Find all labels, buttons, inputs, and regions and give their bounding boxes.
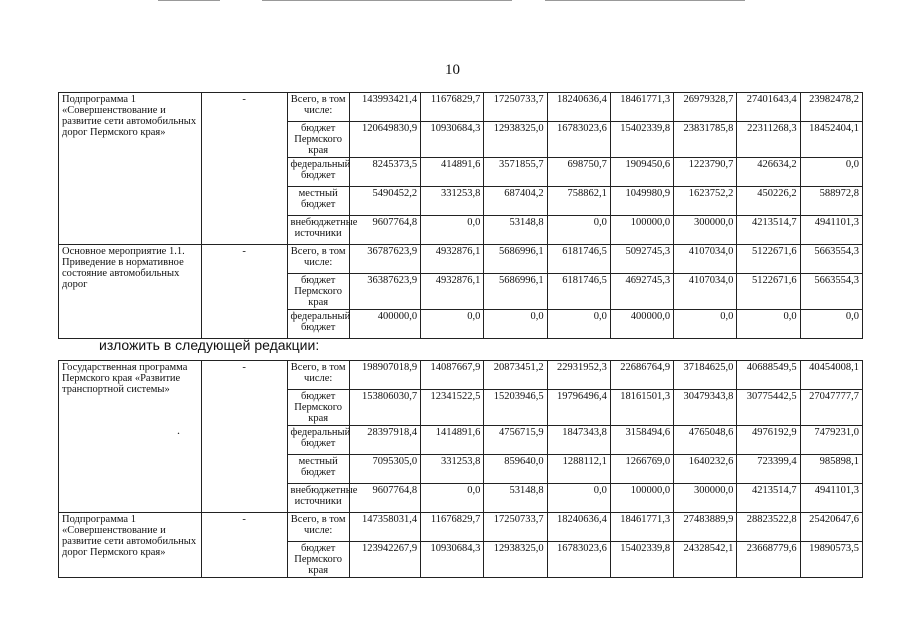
- amount-cell: 4692745,3: [610, 274, 673, 310]
- amount-cell: 40688549,5: [737, 361, 800, 390]
- amount-cell: 22311268,3: [737, 122, 800, 158]
- table-row: [59, 93, 863, 122]
- amount-cell: 5490452,2: [349, 187, 420, 216]
- executor-cell: -: [201, 361, 287, 513]
- amount-cell: 0,0: [800, 158, 862, 187]
- amount-cell: 5686996,1: [484, 245, 547, 274]
- amount-cell: 1288112,1: [547, 455, 610, 484]
- amount-cell: 20873451,2: [484, 361, 547, 390]
- amount-cell: 687404,2: [484, 187, 547, 216]
- amount-cell: 0,0: [547, 484, 610, 513]
- program-name-cell: Подпрограмма 1 «Совершенствование и развитие сети автомобильных дорог Пермского края»: [59, 93, 202, 245]
- amount-cell: 4756715,9: [484, 426, 547, 455]
- amount-cell: 19796496,4: [547, 390, 610, 426]
- amount-cell: 15402339,8: [610, 542, 673, 578]
- amount-cell: 11676829,7: [421, 513, 484, 542]
- amount-cell: 4213514,7: [737, 484, 800, 513]
- amount-cell: 9607764,8: [349, 216, 420, 245]
- funding-source-cell: Всего, в том числе:: [287, 93, 349, 122]
- amount-cell: 400000,0: [349, 310, 420, 339]
- amount-cell: 0,0: [421, 310, 484, 339]
- amount-cell: 26979328,7: [674, 93, 737, 122]
- amount-cell: 0,0: [800, 310, 862, 339]
- amount-cell: 6181746,5: [547, 274, 610, 310]
- stray-dot: .: [177, 423, 180, 437]
- funding-source-cell: федеральный бюджет: [287, 426, 349, 455]
- amount-cell: 985898,1: [800, 455, 862, 484]
- amount-cell: 28397918,4: [349, 426, 420, 455]
- top-rule-left: [158, 0, 220, 1]
- amount-cell: 300000,0: [674, 216, 737, 245]
- funding-source-cell: бюджет Пермского края: [287, 274, 349, 310]
- table-row: [59, 245, 863, 274]
- amount-cell: 30775442,5: [737, 390, 800, 426]
- amount-cell: 0,0: [674, 310, 737, 339]
- table-row: [59, 513, 863, 542]
- amount-cell: 23668779,6: [737, 542, 800, 578]
- amount-cell: 16783023,6: [547, 542, 610, 578]
- amount-cell: 15203946,5: [484, 390, 547, 426]
- amount-cell: 4932876,1: [421, 274, 484, 310]
- amount-cell: 18452404,1: [800, 122, 862, 158]
- amount-cell: 11676829,7: [421, 93, 484, 122]
- amount-cell: 1847343,8: [547, 426, 610, 455]
- page-number: 10: [445, 62, 460, 78]
- amount-cell: 14087667,9: [421, 361, 484, 390]
- amount-cell: 18240636,4: [547, 513, 610, 542]
- amount-cell: 698750,7: [547, 158, 610, 187]
- amount-cell: 53148,8: [484, 216, 547, 245]
- amount-cell: 100000,0: [610, 484, 673, 513]
- amount-cell: 7095305,0: [349, 455, 420, 484]
- funding-source-cell: Всего, в том числе:: [287, 361, 349, 390]
- amount-cell: 4213514,7: [737, 216, 800, 245]
- amount-cell: 4932876,1: [421, 245, 484, 274]
- amount-cell: 18161501,3: [610, 390, 673, 426]
- amount-cell: 3158494,6: [610, 426, 673, 455]
- amount-cell: 24328542,1: [674, 542, 737, 578]
- amount-cell: 10930684,3: [421, 542, 484, 578]
- amount-cell: 0,0: [547, 216, 610, 245]
- amount-cell: 17250733,7: [484, 513, 547, 542]
- executor-cell: -: [201, 245, 287, 339]
- amount-cell: 6181746,5: [547, 245, 610, 274]
- amount-cell: 120649830,9: [349, 122, 420, 158]
- funding-source-cell: Всего, в том числе:: [287, 245, 349, 274]
- amount-cell: 19890573,5: [800, 542, 862, 578]
- amount-cell: 5122671,6: [737, 245, 800, 274]
- amount-cell: 23831785,8: [674, 122, 737, 158]
- executor-cell: -: [201, 513, 287, 578]
- amount-cell: 588972,8: [800, 187, 862, 216]
- amount-cell: 0,0: [421, 484, 484, 513]
- amount-cell: 123942267,9: [349, 542, 420, 578]
- top-rule-right: [545, 0, 745, 1]
- amount-cell: 22686764,9: [610, 361, 673, 390]
- amount-cell: 4107034,0: [674, 245, 737, 274]
- amount-cell: 16783023,6: [547, 122, 610, 158]
- amount-cell: 9607764,8: [349, 484, 420, 513]
- amount-cell: 0,0: [421, 216, 484, 245]
- top-rule-mid: [262, 0, 512, 1]
- amount-cell: 1640232,6: [674, 455, 737, 484]
- amount-cell: 10930684,3: [421, 122, 484, 158]
- amount-cell: 426634,2: [737, 158, 800, 187]
- funding-source-cell: бюджет Пермского края: [287, 542, 349, 578]
- funding-source-cell: бюджет Пермского края: [287, 390, 349, 426]
- amount-cell: 5122671,6: [737, 274, 800, 310]
- amount-cell: 27483889,9: [674, 513, 737, 542]
- funding-source-cell: федеральный бюджет: [287, 158, 349, 187]
- amount-cell: 143993421,4: [349, 93, 420, 122]
- amount-cell: 36387623,9: [349, 274, 420, 310]
- amount-cell: 300000,0: [674, 484, 737, 513]
- amount-cell: 1909450,6: [610, 158, 673, 187]
- amount-cell: 1049980,9: [610, 187, 673, 216]
- program-name-cell: Подпрограмма 1 «Совершенствование и развитие сети автомобильных дорог Пермского края»: [59, 513, 202, 578]
- amount-cell: 22931952,3: [547, 361, 610, 390]
- amount-cell: 723399,4: [737, 455, 800, 484]
- amount-cell: 12341522,5: [421, 390, 484, 426]
- amount-cell: 331253,8: [421, 455, 484, 484]
- amount-cell: 12938325,0: [484, 542, 547, 578]
- amount-cell: 7479231,0: [800, 426, 862, 455]
- amount-cell: 758862,1: [547, 187, 610, 216]
- amount-cell: 0,0: [547, 310, 610, 339]
- funding-source-cell: внебюджетные источники: [287, 484, 349, 513]
- amount-cell: 4976192,9: [737, 426, 800, 455]
- amount-cell: 4765048,6: [674, 426, 737, 455]
- funding-source-cell: Всего, в том числе:: [287, 513, 349, 542]
- budget-table-new: [58, 360, 863, 578]
- amount-cell: 30479343,8: [674, 390, 737, 426]
- funding-source-cell: внебюджетные источники: [287, 216, 349, 245]
- amount-cell: 147358031,4: [349, 513, 420, 542]
- amount-cell: 1414891,6: [421, 426, 484, 455]
- amount-cell: 5686996,1: [484, 274, 547, 310]
- amount-cell: 18461771,3: [610, 93, 673, 122]
- amount-cell: 1223790,7: [674, 158, 737, 187]
- amount-cell: 8245373,5: [349, 158, 420, 187]
- funding-source-cell: федеральный бюджет: [287, 310, 349, 339]
- funding-source-cell: местный бюджет: [287, 187, 349, 216]
- amount-cell: 23982478,2: [800, 93, 862, 122]
- amount-cell: 0,0: [484, 310, 547, 339]
- amount-cell: 37184625,0: [674, 361, 737, 390]
- amount-cell: 18461771,3: [610, 513, 673, 542]
- amount-cell: 4941101,3: [800, 484, 862, 513]
- amount-cell: 1623752,2: [674, 187, 737, 216]
- amount-cell: 0,0: [737, 310, 800, 339]
- budget-table-old: [58, 92, 863, 339]
- amount-cell: 12938325,0: [484, 122, 547, 158]
- amount-cell: 331253,8: [421, 187, 484, 216]
- amount-cell: 27047777,7: [800, 390, 862, 426]
- amount-cell: 53148,8: [484, 484, 547, 513]
- amount-cell: 3571855,7: [484, 158, 547, 187]
- program-name-cell: Государственная программа Пермского края «Развитие транспортной системы»: [59, 361, 202, 513]
- amount-cell: 17250733,7: [484, 93, 547, 122]
- amount-cell: 400000,0: [610, 310, 673, 339]
- amount-cell: 414891,6: [421, 158, 484, 187]
- amount-cell: 4941101,3: [800, 216, 862, 245]
- executor-cell: -: [201, 93, 287, 245]
- instruction-text: изложить в следующей редакции:: [99, 337, 320, 353]
- amount-cell: 28823522,8: [737, 513, 800, 542]
- amount-cell: 25420647,6: [800, 513, 862, 542]
- funding-source-cell: бюджет Пермского края: [287, 122, 349, 158]
- funding-source-cell: местный бюджет: [287, 455, 349, 484]
- amount-cell: 1266769,0: [610, 455, 673, 484]
- program-name-cell: Основное мероприятие 1.1. Приведение в нормативное состояние автомобильных дорог: [59, 245, 202, 339]
- amount-cell: 27401643,4: [737, 93, 800, 122]
- amount-cell: 859640,0: [484, 455, 547, 484]
- amount-cell: 100000,0: [610, 216, 673, 245]
- table-row: [59, 361, 863, 390]
- amount-cell: 40454008,1: [800, 361, 862, 390]
- amount-cell: 5092745,3: [610, 245, 673, 274]
- amount-cell: 18240636,4: [547, 93, 610, 122]
- amount-cell: 36787623,9: [349, 245, 420, 274]
- amount-cell: 15402339,8: [610, 122, 673, 158]
- amount-cell: 4107034,0: [674, 274, 737, 310]
- amount-cell: 450226,2: [737, 187, 800, 216]
- amount-cell: 153806030,7: [349, 390, 420, 426]
- amount-cell: 5663554,3: [800, 245, 862, 274]
- amount-cell: 198907018,9: [349, 361, 420, 390]
- amount-cell: 5663554,3: [800, 274, 862, 310]
